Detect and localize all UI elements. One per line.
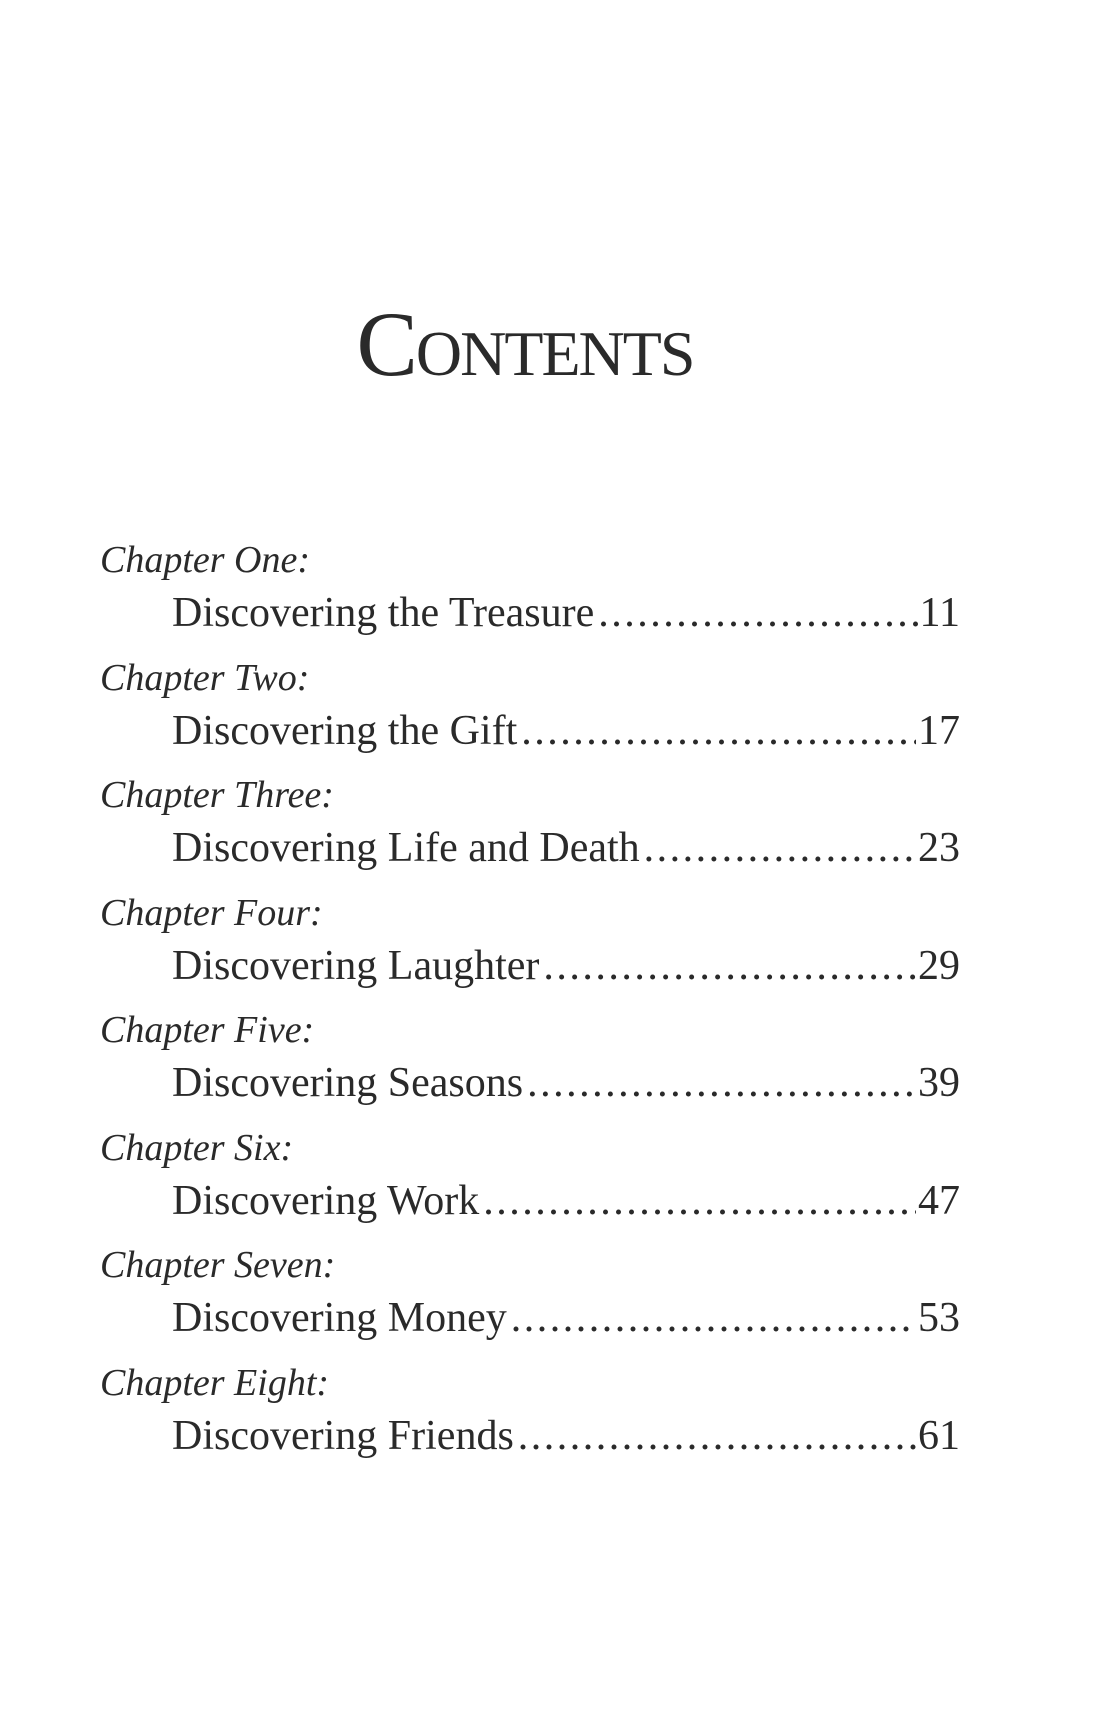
toc-entry-1 bbox=[100, 535, 960, 653]
chapter-title: Discovering Seasons bbox=[172, 1060, 524, 1106]
chapter-label: Chapter Six: bbox=[100, 1126, 294, 1169]
chapter-title: Discovering the Treasure bbox=[172, 590, 595, 636]
chapter-title: Discovering Friends bbox=[172, 1412, 514, 1459]
dot-leader bbox=[527, 1055, 916, 1111]
page-number: 17 bbox=[918, 707, 960, 754]
page-number: 23 bbox=[918, 825, 960, 871]
toc-entry-2 bbox=[100, 653, 960, 771]
toc-line bbox=[100, 585, 960, 641]
toc-entry-5 bbox=[100, 1005, 960, 1123]
toc-line bbox=[100, 820, 960, 876]
toc-entry-7 bbox=[100, 1240, 960, 1358]
toc-entry-8 bbox=[100, 1358, 960, 1476]
toc-line bbox=[100, 1290, 960, 1346]
chapter-label: Chapter One: bbox=[100, 539, 311, 581]
chapter-title: Discovering Money bbox=[172, 1295, 507, 1341]
toc-line bbox=[100, 1408, 960, 1464]
dot-leader bbox=[543, 938, 916, 994]
chapter-title: Discovering Work bbox=[172, 1177, 480, 1224]
table-of-contents bbox=[100, 535, 960, 1475]
page-number: 47 bbox=[918, 1177, 960, 1224]
dot-leader bbox=[644, 820, 916, 876]
chapter-label: Chapter Five: bbox=[100, 1009, 315, 1051]
page-number: 11 bbox=[919, 590, 960, 636]
page-number: 61 bbox=[918, 1412, 960, 1459]
page-number: 29 bbox=[918, 942, 960, 989]
chapter-title: Discovering the Gift bbox=[172, 707, 518, 754]
dot-leader bbox=[483, 1173, 916, 1229]
chapter-label: Chapter Seven: bbox=[100, 1244, 336, 1286]
chapter-label: Chapter Four: bbox=[100, 891, 323, 934]
dot-leader bbox=[521, 703, 916, 759]
page-number: 53 bbox=[918, 1295, 960, 1341]
chapter-label: Chapter Eight: bbox=[100, 1361, 330, 1404]
chapter-title: Discovering Laughter bbox=[172, 942, 540, 989]
toc-entry-3 bbox=[100, 770, 960, 888]
dot-leader bbox=[518, 1408, 916, 1464]
chapter-label: Chapter Three: bbox=[100, 774, 334, 816]
dot-leader bbox=[598, 585, 917, 641]
chapter-label: Chapter Two: bbox=[100, 656, 310, 699]
toc-entry-4 bbox=[100, 888, 960, 1006]
page-title: Contents bbox=[356, 293, 694, 395]
toc-line bbox=[100, 703, 960, 759]
toc-entry-6 bbox=[100, 1123, 960, 1241]
dot-leader bbox=[511, 1290, 916, 1346]
toc-line bbox=[100, 1055, 960, 1111]
chapter-title: Discovering Life and Death bbox=[172, 825, 640, 871]
page-number: 39 bbox=[918, 1060, 960, 1106]
toc-line bbox=[100, 938, 960, 994]
toc-line bbox=[100, 1173, 960, 1229]
